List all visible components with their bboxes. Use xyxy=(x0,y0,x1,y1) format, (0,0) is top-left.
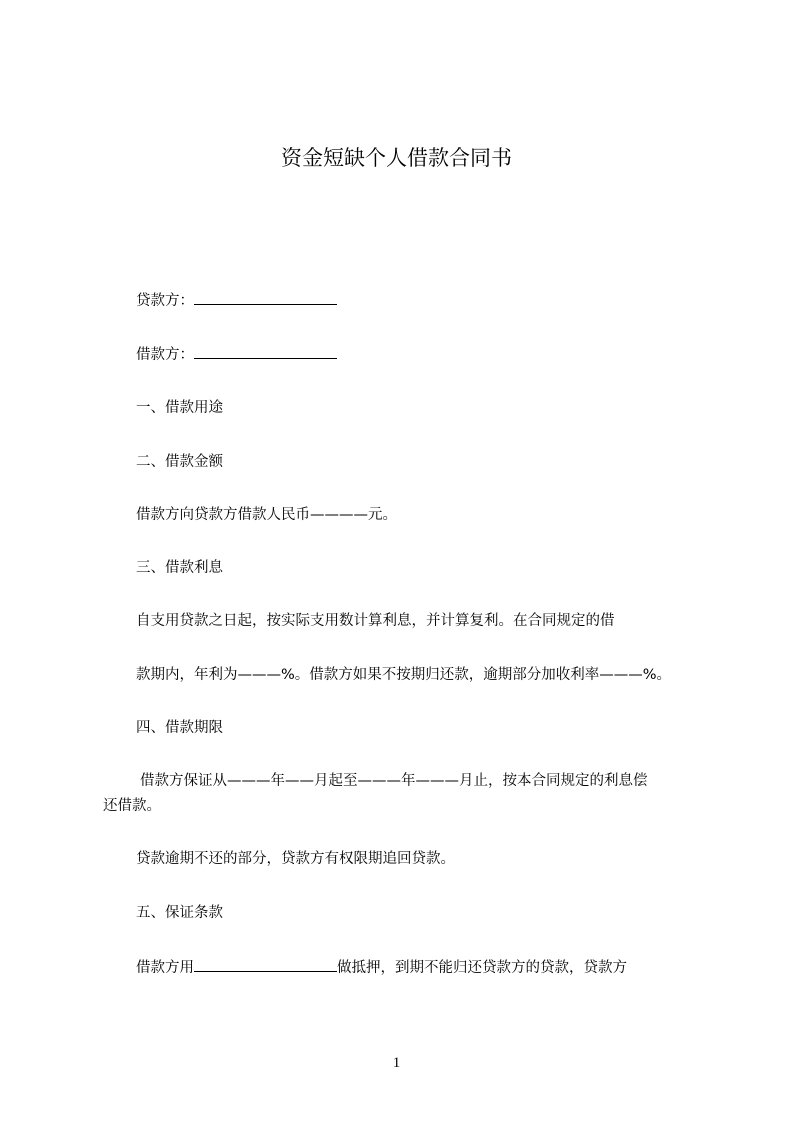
term-paragraph-line-1: 借款方保证从———年——月起至———年———月止，按本合同规定的利息偿 xyxy=(140,773,648,789)
section-heading-5: 五、保证条款 xyxy=(136,905,223,921)
term-paragraph-line-2: 还借款。 xyxy=(103,798,161,814)
overdue-paragraph: 贷款逾期不还的部分，贷款方有权限期追回贷款。 xyxy=(136,851,455,867)
borrower-line xyxy=(136,344,337,365)
section-heading-1: 一、借款用途 xyxy=(136,400,223,416)
borrower-blank xyxy=(194,344,337,359)
section-heading-4: 四、借款期限 xyxy=(136,720,223,736)
section-heading-2: 二、借款金额 xyxy=(136,454,223,470)
guarantee-paragraph xyxy=(136,957,627,978)
section-heading-3: 三、借款利息 xyxy=(136,560,223,576)
guarantee-text-b: 做抵押，到期不能归还贷款方的贷款，贷款方 xyxy=(337,960,627,976)
amount-paragraph: 借款方向贷款方借款人民币————元。 xyxy=(136,507,397,523)
borrower-label: 借款方： xyxy=(136,347,194,363)
lender-label: 贷款方： xyxy=(136,293,194,309)
lender-line xyxy=(136,290,337,311)
interest-paragraph-line-1: 自支用贷款之日起，按实际支用数计算利息，并计算复利。在合同规定的借 xyxy=(136,613,615,629)
lender-blank xyxy=(194,290,337,305)
collateral-blank xyxy=(194,957,337,972)
document-title: 资金短缺个人借款合同书 xyxy=(281,146,512,170)
interest-paragraph-line-2: 款期内，年利为———%。借款方如果不按期归还款，逾期部分加收利率———%。 xyxy=(136,667,672,683)
guarantee-text-a: 借款方用 xyxy=(136,960,194,976)
page-number: 1 xyxy=(392,1055,401,1071)
